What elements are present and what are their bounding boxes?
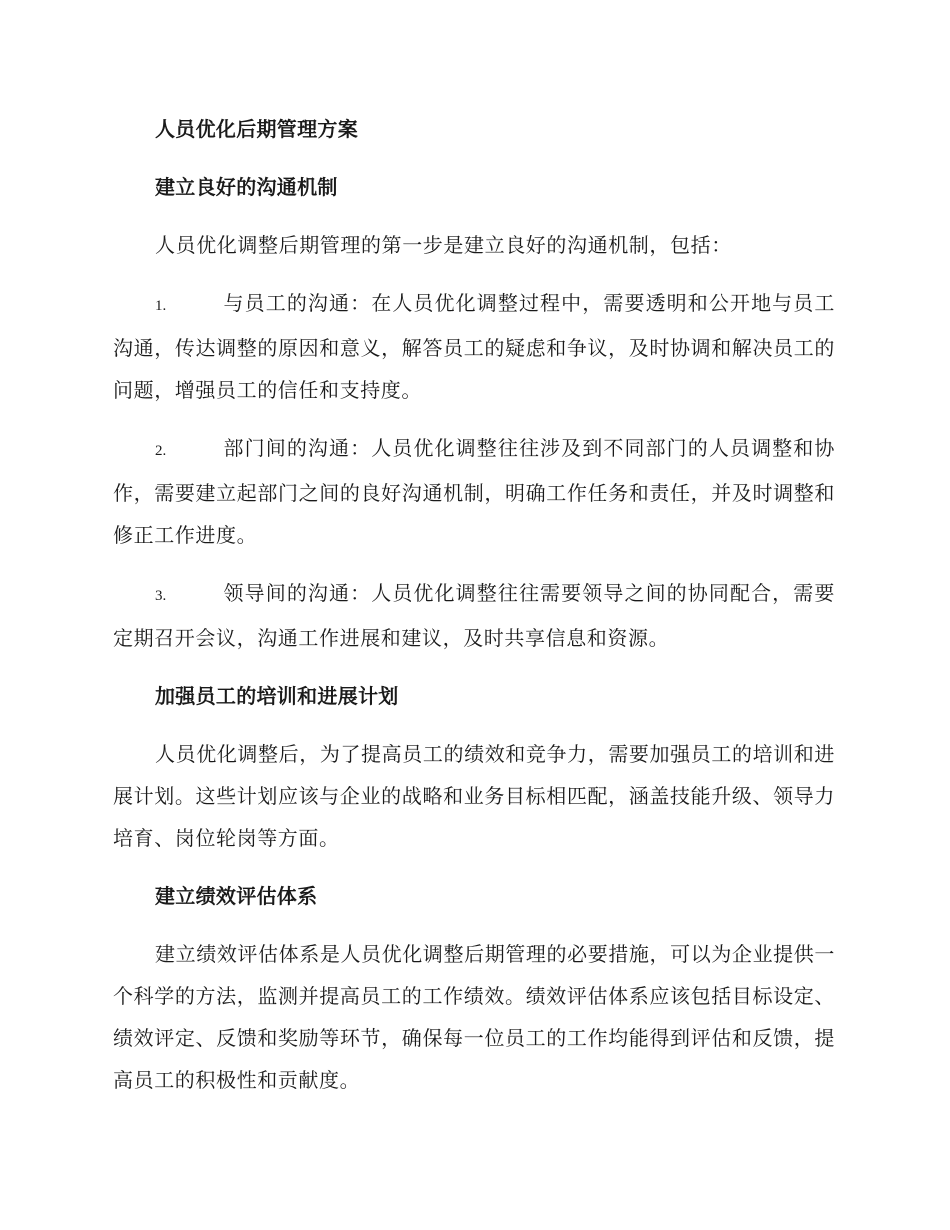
document-title: 人员优化后期管理方案	[155, 117, 358, 141]
list-item	[113, 282, 835, 411]
section-heading-communication: 建立良好的沟通机制	[155, 175, 338, 199]
list-item-text: 领导间的沟通：人员优化调整往往需要领导之间的协同配合，需要定期召开会议，沟通工作进展和建议，及时共享信息和资源。	[113, 581, 835, 650]
section-heading-performance: 建立绩效评估体系	[155, 884, 318, 908]
section-intro-communication: 人员优化调整后期管理的第一步是建立良好的沟通机制，包括：	[155, 233, 732, 257]
list-item	[113, 572, 835, 659]
list-number: 3.	[155, 588, 167, 604]
list-item	[113, 427, 835, 556]
document-page	[113, 108, 835, 1117]
section-heading-training: 加强员工的培训和进展计划	[155, 684, 399, 708]
list-item-text: 与员工的沟通：在人员优化调整过程中，需要透明和公开地与员工沟通，传达调整的原因和意义，解答员工的疑虑和争议，及时协调和解决员工的问题，增强员工的信任和支持度。	[113, 291, 835, 402]
list-number: 2.	[155, 443, 167, 459]
section-body-training: 人员优化调整后，为了提高员工的绩效和竞争力，需要加强员工的培训和进展计划。这些计划应该与企业的战略和业务目标相匹配，涵盖技能升级、领导力培育、岗位轮岗等方面。	[113, 742, 835, 850]
list-item-text: 部门间的沟通：人员优化调整往往涉及到不同部门的人员调整和协作，需要建立起部门之间的良好沟通机制，明确工作任务和责任，并及时调整和修正工作进度。	[113, 436, 835, 547]
section-body-performance: 建立绩效评估体系是人员优化调整后期管理的必要措施，可以为企业提供一个科学的方法，监测并提高员工的工作绩效。绩效评估体系应该包括目标设定、绩效评定、反馈和奖励等环节，确保每一位员工的工作均能得到评估和反馈，提高员工的积极性和贡献度。	[113, 942, 835, 1092]
list-number: 1.	[155, 298, 167, 314]
